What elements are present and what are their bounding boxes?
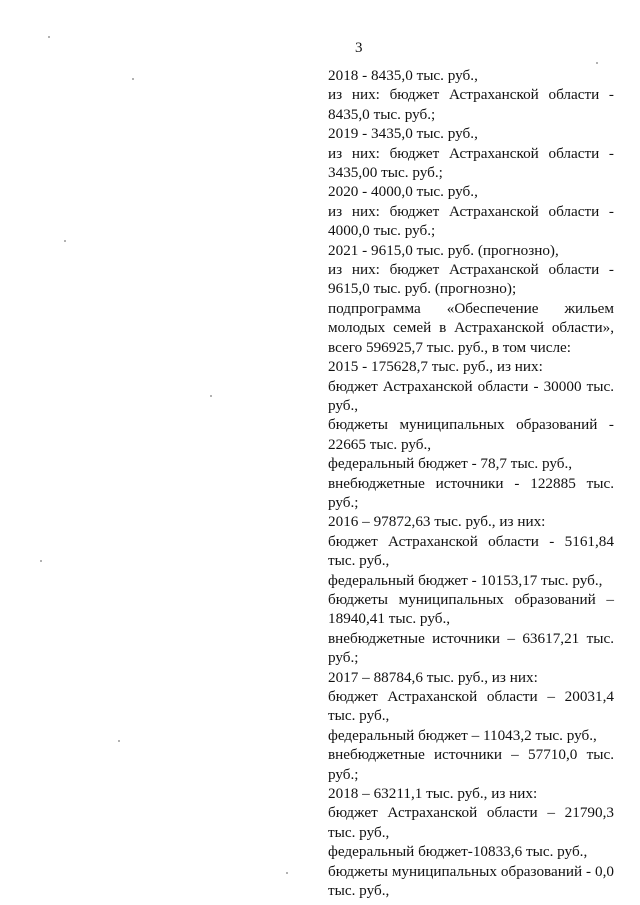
text-line: 2015 - 175628,7 тыс. руб., из них: [328, 358, 543, 376]
text-line: бюджет Астраханской области - 30000 тыс. руб., [328, 377, 614, 414]
text-line: внебюджетные источники - 122885 тыс. руб.; [328, 474, 614, 511]
page-number: 3 [355, 40, 363, 56]
text-line: внебюджетные источники – 63617,21 тыс. руб.; [328, 629, 614, 667]
text-line: бюджеты муниципальных образований - 0,0 тыс. руб., [328, 862, 614, 900]
text-line: федеральный бюджет - 10153,17 тыс. руб., [328, 571, 603, 589]
text-line: 2018 – 63211,1 тыс. руб., из них: [328, 785, 538, 803]
scan-speck [118, 740, 120, 742]
scan-speck [64, 240, 66, 242]
scan-speck [210, 395, 212, 397]
text-line: из них: бюджет Астраханской области - 4000,0 тыс. руб.; [328, 202, 614, 240]
scan-speck [286, 872, 288, 874]
text-line: бюджет Астраханской области – 21790,3 тыс. руб., [328, 804, 614, 841]
text-line: бюджеты муниципальных образований - 22665 тыс. руб., [328, 416, 614, 453]
text-line: федеральный бюджет - 78,7 тыс. руб., [328, 455, 573, 473]
text-line: бюджеты муниципальных образований – 18940,41 тыс. руб., [328, 590, 614, 628]
scan-speck [132, 78, 134, 80]
scan-speck [48, 36, 50, 38]
text-line: 2018 - 8435,0 тыс. руб., [328, 67, 478, 84]
scan-speck [40, 560, 42, 562]
text-line: 2020 - 4000,0 тыс. руб., [328, 183, 478, 201]
text-line: 2021 - 9615,0 тыс. руб. (прогнозно), [328, 241, 559, 259]
text-line: внебюджетные источники – 57710,0 тыс. руб.; [328, 746, 614, 783]
scan-speck [596, 62, 598, 64]
text-line: федеральный бюджет – 11043,2 тыс. руб., [328, 726, 597, 744]
text-line: бюджет Астраханской области - 5161,84 тыс. руб., [328, 532, 614, 570]
text-line: подпрограмма «Обеспечение жильем молодых семей в Астраханской области», всего 596925,7 тыс. руб., в том числе: [328, 299, 614, 356]
text-line: бюджет Астраханской области – 20031,4 тыс. руб., [328, 688, 614, 725]
text-line: из них: бюджет Астраханской области - 3435,00 тыс. руб.; [328, 144, 614, 182]
text-line: федеральный бюджет-10833,6 тыс. руб., [328, 843, 588, 861]
text-line: 2019 - 3435,0 тыс. руб., [328, 125, 478, 143]
budget-text-block [328, 66, 614, 900]
text-line: 2016 – 97872,63 тыс. руб., из них: [328, 513, 546, 531]
text-line: 2017 – 88784,6 тыс. руб., из них: [328, 668, 538, 686]
text-line: из них: бюджет Астраханской области - 8435,0 тыс. руб.; [328, 86, 614, 123]
text-line: из них: бюджет Астраханской области - 9615,0 тыс. руб. (прогнозно); [328, 261, 614, 298]
